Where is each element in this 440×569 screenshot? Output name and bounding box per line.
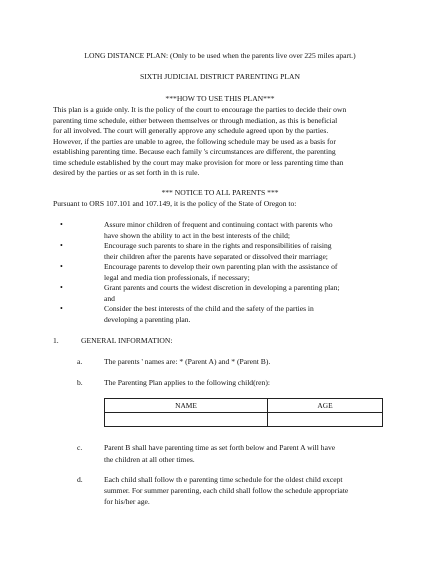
children-intro-text: The Parenting Plan applies to the following child(ren):	[104, 378, 270, 387]
bullet-line: Encourage such parents to share in the rights and responsibilities of raising	[104, 241, 332, 250]
children-table	[104, 398, 383, 427]
bullet-icon: •	[60, 241, 63, 250]
item-label: a.	[77, 357, 83, 366]
bullet-line: have shown the ability to act in the best interests of the child;	[104, 230, 291, 240]
age-column-header: AGE	[268, 399, 383, 413]
bullet-icon: •	[60, 262, 63, 271]
notice-intro: Pursuant to ORS 107.101 and 107.149, it is the policy of the State of Oregon to:	[53, 199, 297, 208]
bullet-line: Consider the best interests of the child and the safety of the parties in	[104, 304, 314, 313]
parenting-time-line: Parent B shall have parenting time as set forth below and Parent A will have	[104, 443, 336, 452]
bullet-line: and	[104, 293, 115, 303]
table-row	[105, 413, 383, 427]
bullet-line: developing a parenting plan.	[104, 314, 191, 324]
child-age-cell[interactable]	[268, 413, 383, 427]
document-subtitle: SIXTH JUDICIAL DISTRICT PARENTING PLAN	[139, 72, 301, 81]
bullet-line: legal and media tion professionals, if necessary;	[104, 272, 250, 282]
document-title: LONG DISTANCE PLAN: (Only to be used when the parents live over 225 miles apart.)	[84, 51, 356, 60]
how-to-heading: ***HOW TO USE THIS PLAN***	[165, 94, 275, 103]
section-number: 1.	[53, 336, 59, 345]
section-title: GENERAL INFORMATION:	[81, 336, 173, 345]
item-label: b.	[77, 378, 83, 387]
bullet-icon: •	[60, 283, 63, 292]
paragraph-line: desired by the parties or as set forth in th is rule.	[53, 168, 200, 177]
parents-names-text: The parents ' names are: * (Parent A) and * (Parent B).	[104, 357, 271, 366]
schedule-line: for his/her age.	[104, 497, 150, 506]
notice-heading: *** NOTICE TO ALL PARENTS ***	[161, 188, 279, 197]
name-column-header: NAME	[105, 399, 268, 413]
bullet-icon: •	[60, 304, 63, 313]
paragraph-line: establishing parenting time. Because each family 's circumstances are different, the parenting	[53, 147, 336, 156]
bullet-icon: •	[60, 220, 63, 229]
bullet-line: Encourage parents to develop their own parenting plan with the assistance of	[104, 262, 338, 271]
item-label: d.	[77, 475, 83, 484]
table-header-row	[105, 399, 383, 413]
paragraph-line: for all involved. The court will generally approve any schedule agreed upon by the parties.	[53, 126, 329, 135]
paragraph-line: This plan is a guide only. It is the policy of the court to encourage the parties to decide their own	[53, 105, 347, 114]
parenting-time-line: the children at all other times.	[104, 455, 195, 464]
bullet-line: Grant parents and courts the widest discretion in developing a parenting plan;	[104, 283, 340, 292]
paragraph-line: parenting time schedule, either between themselves or through mediation, as this is beneficial	[53, 115, 338, 125]
schedule-line: Each child shall follow th e parenting time schedule for the oldest child except	[104, 475, 343, 484]
schedule-line: summer. For summer parenting, each child shall follow the schedule appropriate	[104, 486, 349, 495]
bullet-line: their children after the parents have separated or dissolved their marriage;	[104, 251, 328, 261]
paragraph-line: time schedule established by the court may make provision for more or less parenting time than	[53, 157, 344, 167]
paragraph-line: However, if the parties are unable to agree, the following schedule may be used as a basis for	[53, 136, 336, 146]
child-name-cell[interactable]	[105, 413, 268, 427]
bullet-line: Assure minor children of frequent and continuing contact with parents who	[104, 220, 333, 229]
item-label: c.	[77, 443, 83, 452]
